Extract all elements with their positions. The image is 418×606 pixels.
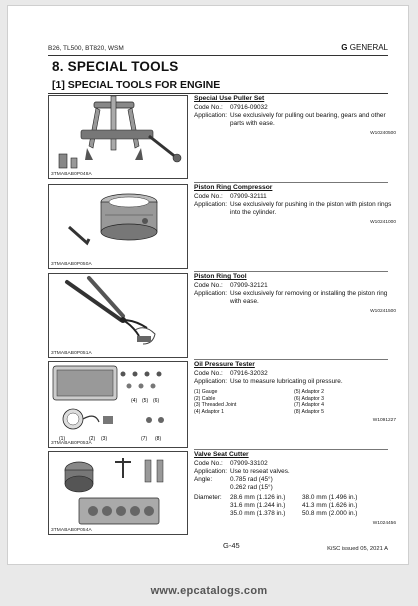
code-value: 07909-32111: [230, 193, 267, 200]
code-label: Code No.:: [194, 370, 223, 377]
tool-entry-puller: [48, 95, 396, 181]
header-section-name: GENERAL: [349, 43, 388, 52]
part-item: (8) Adaptor 5: [294, 408, 324, 415]
parts-column-right: [294, 389, 394, 415]
tool-entry-valve-cutter: [48, 451, 396, 537]
image-label: (8): [155, 436, 162, 442]
application-label: Application:: [194, 290, 228, 297]
part-item: (2) Cable: [194, 395, 216, 402]
tool-title: Piston Ring Compressor: [194, 184, 273, 191]
image-label: (6): [153, 398, 160, 404]
image-label: (2): [89, 436, 96, 442]
image-label: (3): [101, 436, 108, 442]
subsection-title: [1] SPECIAL TOOLS FOR ENGINE: [52, 79, 221, 91]
code-value: 07909-33102: [230, 460, 268, 467]
image-caption: 3TMABAB0P051A: [51, 351, 92, 356]
code-value: 07909-32121: [230, 282, 268, 289]
tool-image-oil-tester: [48, 361, 188, 448]
reference-code: W10241000: [370, 220, 396, 225]
page-number: G-45: [223, 541, 240, 550]
part-item: (5) Adaptor 2: [294, 389, 324, 395]
part-item: (4) Adaptor 1: [194, 408, 224, 415]
application-text: Use to measure lubricating oil pressure.: [230, 378, 343, 385]
tool-entry-oil-tester: [48, 361, 396, 449]
tool-image-compressor: [48, 184, 188, 269]
header-rule: [48, 55, 388, 56]
part-item: (6) Adaptor 3: [294, 395, 324, 402]
tool-title: Oil Pressure Tester: [194, 361, 255, 368]
tool-title: Piston Ring Tool: [194, 273, 247, 280]
diameter-value: 41.3 mm (1.626 in.): [302, 502, 358, 509]
reference-code: W1024456: [372, 521, 396, 526]
code-label: Code No.:: [194, 460, 223, 467]
code-label: Code No.:: [194, 104, 223, 111]
image-label: (5): [142, 398, 149, 404]
diameter-row: [194, 494, 396, 502]
parts-list: [194, 389, 396, 415]
image-label: (7): [141, 436, 148, 442]
tool-text-oil-tester: [194, 361, 396, 425]
tool-image-puller: [48, 95, 188, 179]
tool-text-ring-tool: [194, 273, 396, 316]
parts-column-left: [194, 389, 294, 415]
image-caption: 3TMABAB0P050A: [51, 262, 92, 267]
diameter-value: 35.0 mm (1.378 in.): [230, 510, 286, 517]
diameter-row: [194, 510, 396, 518]
header-models: B26, TL500, BT820, WSM: [48, 45, 124, 52]
application-label: Application:: [194, 112, 228, 119]
part-item: (3) Threaded Joint: [194, 402, 237, 409]
entry-divider: [194, 449, 388, 450]
code-label: Code No.:: [194, 282, 223, 289]
puller-illustration: [49, 96, 188, 179]
angle-value: 0.262 rad (15°): [230, 484, 273, 491]
diameter-value: 50.8 mm (2.000 in.): [302, 510, 358, 517]
compressor-illustration: [49, 185, 188, 269]
tool-image-valve-cutter: [48, 451, 188, 535]
issue-note: KiSC issued 05, 2021 A: [327, 546, 388, 552]
tool-title: Valve Seat Cutter: [194, 451, 249, 458]
tool-title: Special Use Puller Set: [194, 95, 265, 102]
application-text: Use exclusively for pulling out bearing, gears and other parts with ease.: [230, 112, 386, 127]
tool-text-compressor: [194, 184, 396, 227]
code-value: 07916-09032: [230, 104, 268, 111]
application-text: Use to reseat valves.: [230, 468, 290, 475]
section-title: 8. SPECIAL TOOLS: [52, 59, 179, 74]
image-caption: 3TMABAB0P053A: [51, 441, 92, 446]
diameter-label: Diameter:: [194, 494, 222, 501]
entry-divider: [194, 182, 388, 183]
subsection-rule: [48, 93, 388, 94]
application-label: Application:: [194, 201, 228, 208]
image-label: (4): [131, 398, 138, 404]
image-label: (1): [59, 436, 66, 442]
tool-text-puller: [194, 95, 396, 138]
code-label: Code No.:: [194, 193, 223, 200]
tool-entry-ring-tool: [48, 273, 396, 359]
code-value: 07916-32032: [230, 370, 268, 377]
image-caption: 3TMABAB0P054A: [51, 528, 92, 533]
application-text: Use exclusively for removing or installing the piston ring with ease.: [230, 290, 388, 305]
diameter-value: 38.0 mm (1.496 in.): [302, 494, 358, 501]
header-section-letter: G: [341, 43, 348, 52]
oil-tester-illustration: [49, 362, 188, 448]
tool-text-valve-cutter: [194, 451, 396, 528]
ring-tool-illustration: [49, 274, 188, 358]
reference-code: W10240500: [370, 131, 396, 136]
entry-divider: [194, 271, 388, 272]
angle-value: 0.785 rad (45°): [230, 476, 273, 483]
diameter-value: 28.6 mm (1.126 in.): [230, 494, 286, 501]
tool-entry-compressor: [48, 184, 396, 270]
diameter-value: 31.6 mm (1.244 in.): [230, 502, 286, 509]
valve-cutter-illustration: [49, 452, 188, 535]
part-item: (1) Gauge: [194, 389, 218, 395]
application-label: Application:: [194, 378, 228, 385]
reference-code: W1091227: [372, 418, 396, 424]
watermark-url: www.epcatalogs.com: [150, 585, 268, 597]
reference-code: W10241500: [370, 309, 396, 314]
manual-page: [7, 5, 409, 565]
diameter-row: [194, 502, 396, 510]
angle-label: Angle:: [194, 476, 213, 483]
application-label: Application:: [194, 468, 228, 475]
tool-image-ring-tool: [48, 273, 188, 358]
image-caption: 3TMABAB0P048A: [51, 172, 92, 177]
entry-divider: [194, 359, 388, 360]
application-text: Use exclusively for pushing in the piston with piston rings into the cylinder.: [230, 201, 392, 216]
header-section: [341, 43, 388, 52]
part-item: (7) Adaptor 4: [294, 402, 324, 409]
